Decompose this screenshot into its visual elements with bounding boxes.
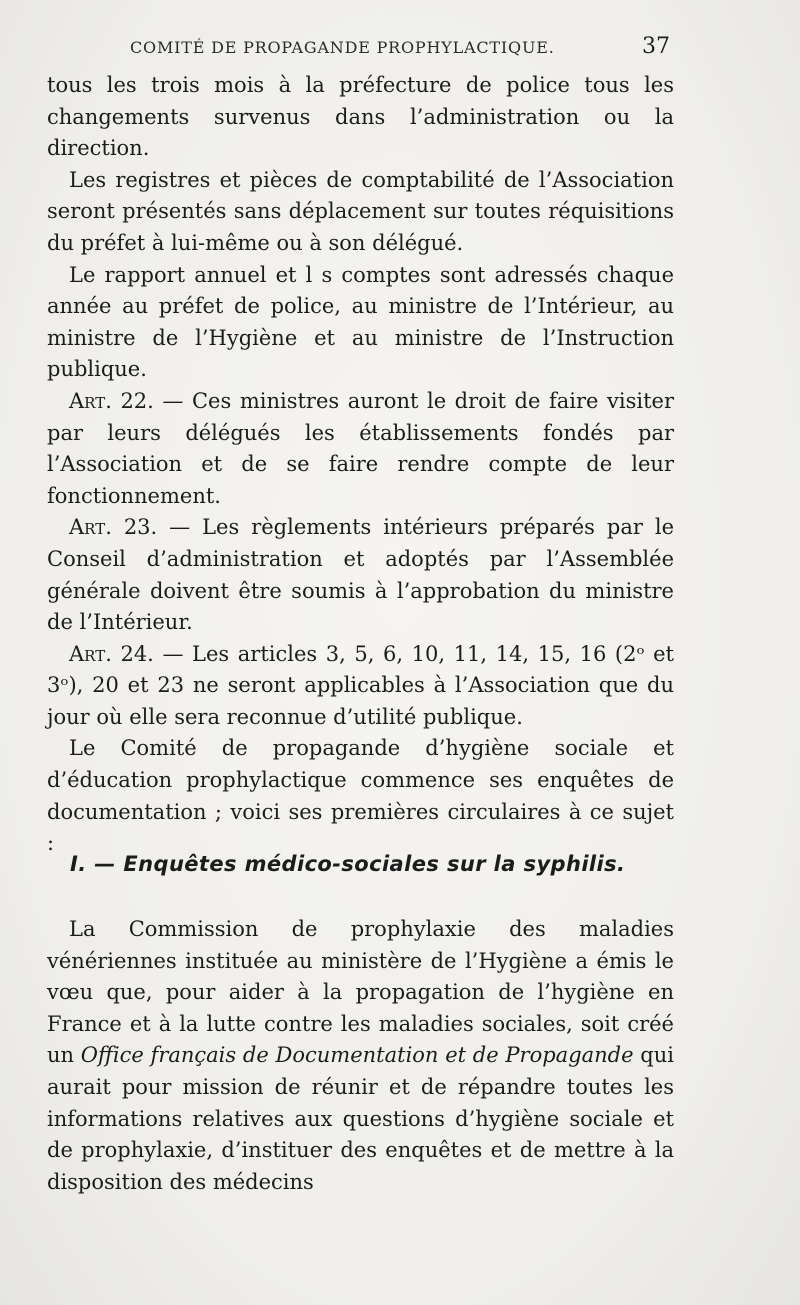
section-paragraph-1-end: qui aurait pour mission de réunir et de répandre toutes les informations relatives aux questions d’hygiène sociale et de prophylaxie, d’instituer des enquêtes et de mettre à la disposition des médecins	[47, 1043, 674, 1194]
paragraph-3: Le rapport annuel et l s comptes sont adressés chaque année au préfet de police, au ministre de l’Intérieur, au ministre de l’Hygiène et au ministre de l’Instruction publique.	[47, 262, 674, 382]
section-body	[47, 914, 674, 1198]
paragraph-7: Le Comité de propagande d’hygiène sociale et d’éducation prophylactique commence ses enquêtes de documentation ; voici ses premières circulaires à ce sujet :	[47, 736, 674, 856]
article-22-text: — Ces ministres auront le droit de faire visiter par leurs délégués les établissements fondés par l’Association et de se faire rendre compte de leur fonctionnement.	[47, 388, 674, 508]
article-23	[47, 512, 674, 638]
article-24	[47, 639, 674, 734]
article-24-label: Art. 24.	[69, 641, 154, 666]
paragraph-1: tous les trois mois à la préfecture de police tous les changements survenus dans l’administration ou la direction.	[47, 73, 674, 161]
paragraph-2: Les registres et pièces de comptabilité de l’Association seront présentés sans déplacement sur toutes réquisitions du préfet à lui-même ou à son délégué.	[47, 167, 674, 255]
office-name: Office français de Documentation et de Propagande	[80, 1043, 634, 1068]
section-paragraph-1-start: La Commission de prophylaxie des maladies vénériennes instituée au ministère de l’Hygiène a émis le vœu que, pour aider à la propagation de l’hygiène en France et à la lutte contre les maladies sociales, soit créé un	[47, 917, 674, 1068]
article-22-label: Art. 22.	[69, 388, 154, 413]
running-head: COMITÉ DE PROPAGANDE PROPHYLACTIQUE.	[130, 38, 555, 57]
page-number: 37	[642, 34, 670, 59]
article-23-label: Art. 23.	[69, 515, 158, 540]
article-23-text: — Les règlements intérieurs préparés par le Conseil d’administration et adoptés par l’Assemblée générale doivent être soumis à l’approbation du ministre de l’Intérieur.	[47, 515, 674, 635]
body-text	[47, 70, 674, 860]
section-paragraph-1	[47, 914, 674, 1198]
article-22	[47, 386, 674, 512]
section-title: I. — Enquêtes médico-sociales sur la syphilis.	[70, 852, 626, 876]
page-header	[130, 34, 670, 60]
article-24-text: — Les articles 3, 5, 6, 10, 11, 14, 15, 16 (2ᵒ et 3ᵒ), 20 et 23 ne seront applicables à l’Association que du jour où elle sera reconnue d’utilité publique.	[47, 641, 674, 729]
